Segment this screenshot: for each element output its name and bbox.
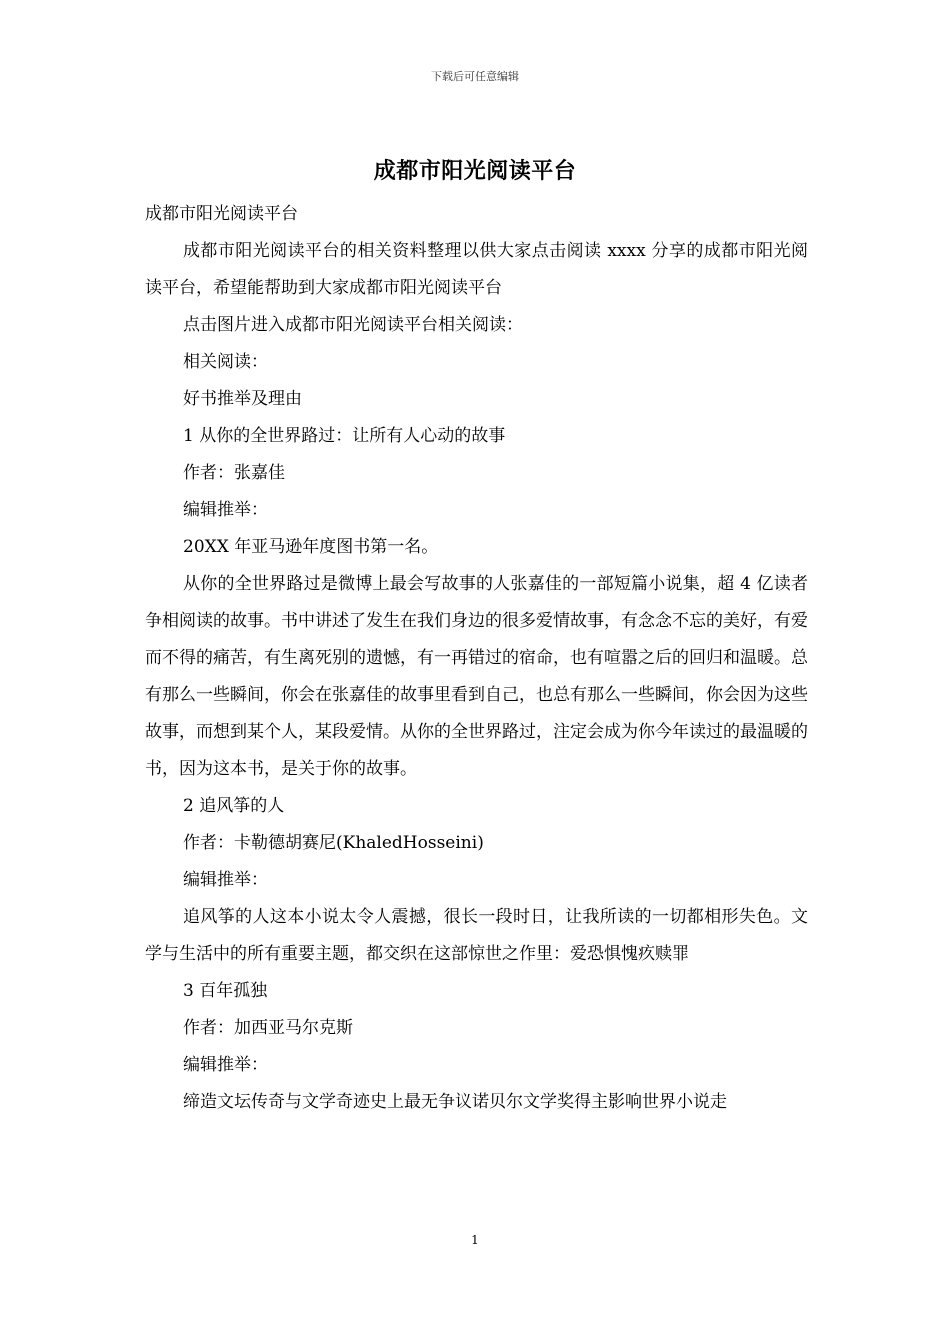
paragraph: 作者：张嘉佳 xyxy=(183,463,285,483)
page-number: 1 xyxy=(471,1233,479,1247)
paragraph: 3 百年孤独 xyxy=(183,981,268,1001)
paragraph: 20XX 年亚马逊年度图书第一名。 xyxy=(183,537,439,557)
paragraph: 成都市阳光阅读平台 xyxy=(145,204,298,224)
paragraph: 追风筝的人这本小说太令人震撼，很长一段时日，让我所读的一切都相形失色。文学与生活中的所有重要主题，都交织在这部惊世之作里：爱恐惧愧疚赎罪 xyxy=(145,907,808,964)
paragraph: 从你的全世界路过是微博上最会写故事的人张嘉佳的一部短篇小说集，超 4 亿读者争相阅读的故事。书中讲述了发生在我们身边的很多爱情故事，有念念不忘的美好，有爱而不得的痛苦，有生离死别的遗憾，有一再错过的宿命，也有喧嚣之后的回归和温暖。总有那么一些瞬间，你会在张嘉佳的故事里看到自己，也总有那么一些瞬间，你会因为这些故事，而想到某个人，某段爱情。从你的全世界路过，注定会成为你今年读过的最温暖的书，因为这本书，是关于你的故事。 xyxy=(145,574,808,779)
document-title: 成都市阳光阅读平台 xyxy=(373,158,577,184)
paragraph: 2 追风筝的人 xyxy=(183,796,285,816)
paragraph: 编辑推举： xyxy=(183,500,268,520)
paragraph: 点击图片进入成都市阳光阅读平台相关阅读： xyxy=(183,315,523,335)
paragraph: 缔造文坛传奇与文学奇迹史上最无争议诺贝尔文学奖得主影响世界小说走 xyxy=(183,1092,727,1112)
paragraph: 成都市阳光阅读平台的相关资料整理以供大家点击阅读 xxxx 分享的成都市阳光阅读平台，希望能帮助到大家成都市阳光阅读平台 xyxy=(145,241,808,298)
paragraph: 作者：加西亚马尔克斯 xyxy=(183,1018,353,1038)
paragraph: 相关阅读： xyxy=(183,352,268,372)
paragraph: 编辑推举： xyxy=(183,870,268,890)
header-note: 下载后可任意编辑 xyxy=(431,70,519,83)
paragraph: 编辑推举： xyxy=(183,1055,268,1075)
paragraph: 作者：卡勒德胡赛尼(KhaledHosseini) xyxy=(183,833,484,853)
paragraph: 好书推举及理由 xyxy=(183,389,302,409)
paragraph: 1 从你的全世界路过：让所有人心动的故事 xyxy=(183,426,506,446)
document-body xyxy=(145,196,808,1121)
